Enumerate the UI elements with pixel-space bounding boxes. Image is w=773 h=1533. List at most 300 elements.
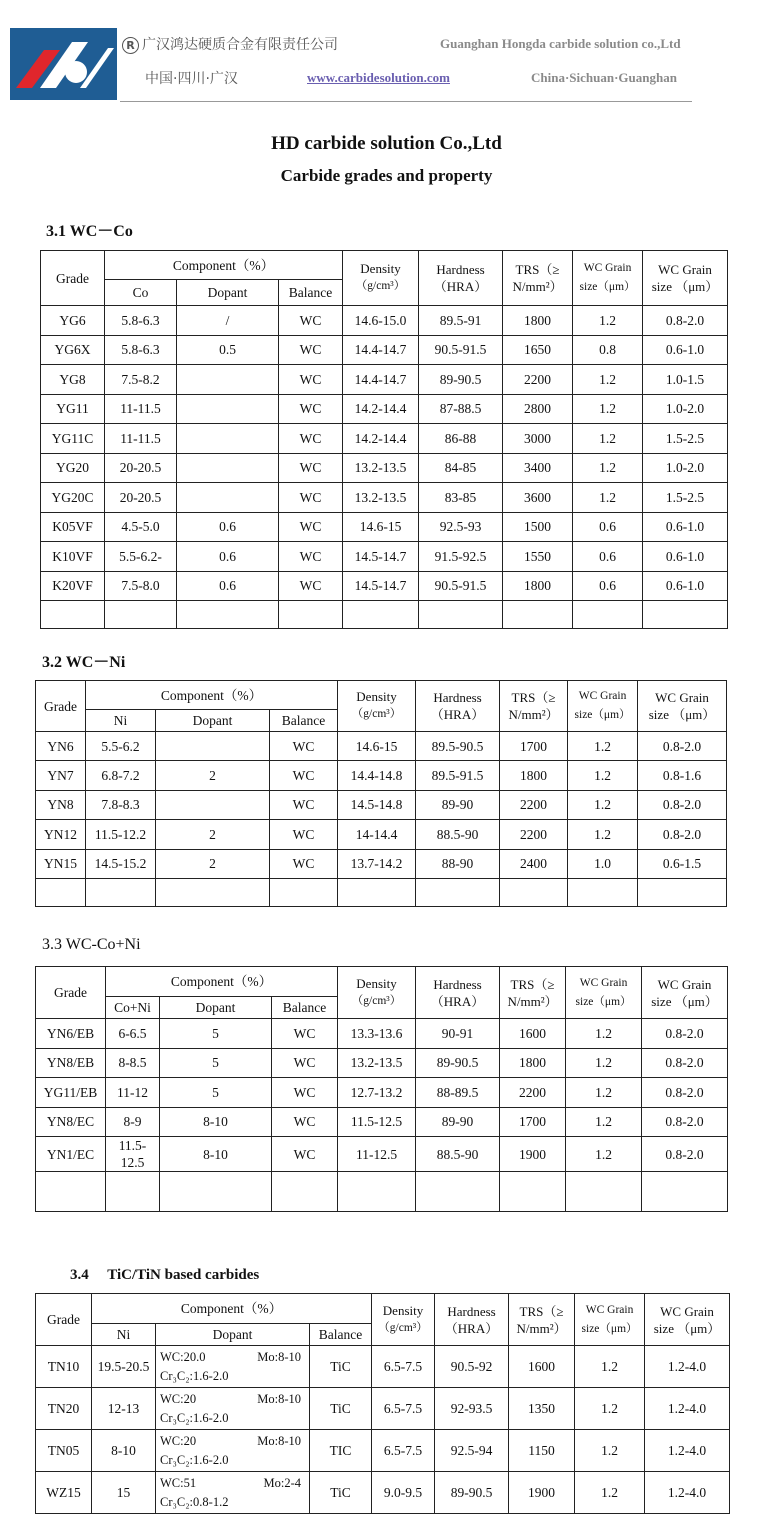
col-header-component: Component（%）	[86, 681, 338, 710]
cell-grain-size-b: 1.0-2.0	[643, 394, 728, 424]
cell-grain-size-a: 1.2	[573, 306, 643, 336]
cell-grade: YG11/EB	[36, 1078, 106, 1108]
cell-balance: WC	[270, 732, 338, 761]
empty-cell	[160, 1172, 272, 1212]
cell-trs: 1150	[509, 1430, 575, 1472]
col-header-wc-grain-a: WC Grain size（μm）	[566, 967, 642, 1019]
cell-dopant: 5	[160, 1019, 272, 1049]
website-link[interactable]: www.carbidesolution.com	[307, 70, 450, 85]
cell-grain-size-a: 1.2	[568, 761, 638, 790]
cell-grain-size-b: 1.0-2.0	[643, 453, 728, 483]
grades-table-wc-ni	[35, 680, 727, 907]
page-title: HD carbide solution Co.,Ltd	[271, 133, 502, 154]
table-row	[36, 1019, 728, 1049]
cell-grade: K20VF	[41, 571, 105, 601]
col-header-wc-grain-a: WC Grain size（μm）	[575, 1294, 645, 1346]
cell-dopant: /	[177, 306, 279, 336]
cell-grade: YN7	[36, 761, 86, 790]
cell-binder: 5.8-6.3	[105, 306, 177, 336]
cell-density: 6.5-7.5	[372, 1388, 435, 1430]
cell-grade: YG8	[41, 365, 105, 395]
col-header-grade: Grade	[36, 681, 86, 732]
cell-grain-size-b: 0.6-1.5	[638, 849, 727, 878]
cell-density: 14.5-14.8	[338, 790, 416, 819]
cell-binder: 11-12	[106, 1078, 160, 1108]
cell-trs: 1900	[509, 1472, 575, 1514]
cell-dopant	[156, 732, 270, 761]
cell-grain-size-a: 1.2	[568, 820, 638, 849]
cell-balance: WC	[279, 512, 343, 542]
table-body	[41, 306, 728, 629]
company-name-en: Guanghan Hongda carbide solution co.,Ltd	[440, 36, 681, 51]
cell-balance: WC	[279, 394, 343, 424]
col-header-binder: Co+Ni	[106, 997, 160, 1019]
cell-binder: 11-11.5	[105, 394, 177, 424]
col-header-binder: Ni	[86, 710, 156, 732]
cell-grade: YN12	[36, 820, 86, 849]
cell-density: 6.5-7.5	[372, 1430, 435, 1472]
cell-grain-size-a: 1.2	[568, 790, 638, 819]
cell-grain-size-a: 1.2	[573, 365, 643, 395]
cell-balance: WC	[272, 1048, 338, 1078]
cell-binder: 11.5-12.5	[106, 1137, 160, 1172]
cell-grain-size-a: 1.2	[575, 1430, 645, 1472]
cell-density: 12.7-13.2	[338, 1078, 416, 1108]
cell-balance: TiC	[310, 1472, 372, 1514]
logo-mark-icon	[10, 28, 117, 100]
cell-grain-size-a: 1.2	[573, 424, 643, 454]
cell-dopant	[177, 365, 279, 395]
cell-grain-size-a: 1.2	[566, 1107, 642, 1137]
table-row	[41, 542, 728, 572]
cell-balance: WC	[270, 761, 338, 790]
col-header-grade: Grade	[41, 251, 105, 306]
cell-trs: 2400	[500, 849, 568, 878]
section-title: 3.4 TiC/TiN based carbides	[70, 1267, 260, 1283]
dopant-cr: Cr₃C₂:0.8-1.2	[160, 1494, 229, 1509]
table-row	[36, 790, 727, 819]
cell-binder: 6-6.5	[106, 1019, 160, 1049]
cell-density: 14-14.4	[338, 820, 416, 849]
table-body	[36, 1346, 730, 1514]
cell-density: 14.6-15.0	[343, 306, 419, 336]
cell-dopant: 8-10	[160, 1137, 272, 1172]
cell-dopant	[177, 394, 279, 424]
cell-grain-size-a: 1.2	[566, 1019, 642, 1049]
col-header-grade: Grade	[36, 967, 106, 1019]
cell-dopant	[156, 790, 270, 819]
empty-cell	[419, 601, 503, 629]
cell-hardness: 88-89.5	[416, 1078, 500, 1108]
cell-trs: 1550	[503, 542, 573, 572]
cell-trs: 1800	[500, 761, 568, 790]
col-header-wc-grain-b: WC Grain size （μm）	[638, 681, 727, 732]
cell-density: 13.2-13.5	[338, 1048, 416, 1078]
cell-binder: 19.5-20.5	[92, 1346, 156, 1388]
cell-trs: 1800	[503, 306, 573, 336]
col-header-component: Component（%）	[105, 251, 343, 280]
cell-dopant: 0.6	[177, 571, 279, 601]
cell-binder: 12-13	[92, 1388, 156, 1430]
dopant-line	[160, 1348, 307, 1367]
empty-cell	[41, 601, 105, 629]
table-row	[36, 849, 727, 878]
empty-table-row	[36, 878, 727, 906]
cell-dopant: 5	[160, 1048, 272, 1078]
cell-grade: YG20C	[41, 483, 105, 513]
cell-grain-size-b: 0.8-2.0	[638, 732, 727, 761]
cell-binder: 5.8-6.3	[105, 335, 177, 365]
cell-grain-size-b: 0.8-2.0	[642, 1048, 728, 1078]
cell-density: 13.2-13.5	[343, 483, 419, 513]
cell-hardness: 89.5-90.5	[416, 732, 500, 761]
cell-binder: 7.5-8.2	[105, 365, 177, 395]
cell-hardness: 92.5-93	[419, 512, 503, 542]
cell-dopant	[156, 1346, 310, 1388]
cell-density: 6.5-7.5	[372, 1346, 435, 1388]
dopant-cr: Cr₃C₂:1.6-2.0	[160, 1368, 229, 1383]
empty-cell	[416, 1172, 500, 1212]
cell-binder: 20-20.5	[105, 483, 177, 513]
company-logo	[10, 28, 117, 100]
cell-density: 14.4-14.7	[343, 365, 419, 395]
cell-dopant: 0.6	[177, 512, 279, 542]
empty-cell	[338, 1172, 416, 1212]
col-header-wc-grain-b: WC Grain size （μm）	[643, 251, 728, 306]
cell-binder: 11.5-12.2	[86, 820, 156, 849]
cell-trs: 2200	[500, 790, 568, 819]
table-row	[41, 424, 728, 454]
col-header-balance: Balance	[272, 997, 338, 1019]
grades-table-wc-co	[40, 250, 728, 629]
empty-cell	[36, 878, 86, 906]
col-header-dopant: Dopant	[156, 710, 270, 732]
cell-balance: WC	[270, 790, 338, 819]
cell-grain-size-a: 1.2	[566, 1048, 642, 1078]
cell-binder: 8-10	[92, 1430, 156, 1472]
empty-table-row	[41, 601, 728, 629]
cell-hardness: 91.5-92.5	[419, 542, 503, 572]
empty-cell	[106, 1172, 160, 1212]
cell-grain-size-b: 0.6-1.0	[643, 571, 728, 601]
cell-grain-size-b: 0.8-2.0	[642, 1019, 728, 1049]
col-header-hardness: Hardness （HRA）	[416, 681, 500, 732]
cell-grain-size-b: 1.5-2.5	[643, 424, 728, 454]
cell-grade: YN6	[36, 732, 86, 761]
cell-hardness: 90.5-92	[435, 1346, 509, 1388]
cell-grain-size-b: 1.0-1.5	[643, 365, 728, 395]
cell-hardness: 89-90.5	[435, 1472, 509, 1514]
cell-trs: 3600	[503, 483, 573, 513]
cell-density: 13.7-14.2	[338, 849, 416, 878]
table-row	[36, 761, 727, 790]
cell-density: 11.5-12.5	[338, 1107, 416, 1137]
empty-cell	[272, 1172, 338, 1212]
cell-grain-size-a: 0.8	[573, 335, 643, 365]
cell-grade: YN8/EC	[36, 1107, 106, 1137]
empty-cell	[573, 601, 643, 629]
cell-grade: YN8/EB	[36, 1048, 106, 1078]
cell-grade: WZ15	[36, 1472, 92, 1514]
cell-trs: 2200	[503, 365, 573, 395]
cell-dopant: 2	[156, 820, 270, 849]
cell-grain-size-b: 1.2-4.0	[645, 1472, 730, 1514]
cell-grain-size-b: 0.6-1.0	[643, 512, 728, 542]
col-header-hardness: Hardness （HRA）	[435, 1294, 509, 1346]
page-subtitle: Carbide grades and property	[280, 166, 493, 185]
cell-binder: 8-9	[106, 1107, 160, 1137]
cell-balance: WC	[270, 820, 338, 849]
cell-grain-size-a: 1.2	[575, 1472, 645, 1514]
cell-grain-size-a: 1.2	[573, 394, 643, 424]
cell-grain-size-b: 1.2-4.0	[645, 1388, 730, 1430]
empty-cell	[105, 601, 177, 629]
location-en: China·Sichuan·Guanghan	[531, 70, 677, 85]
cell-grade: YG11C	[41, 424, 105, 454]
cell-grain-size-b: 0.8-2.0	[638, 820, 727, 849]
cell-hardness: 90-91	[416, 1019, 500, 1049]
col-header-grade: Grade	[36, 1294, 92, 1346]
cell-grain-size-a: 1.2	[566, 1078, 642, 1108]
cell-hardness: 89-90	[416, 1107, 500, 1137]
section-title: 3.3 WC-Co+Ni	[42, 936, 141, 953]
empty-cell	[638, 878, 727, 906]
dopant-mo: Mo:8-10	[257, 1433, 301, 1448]
company-name-cn	[122, 34, 338, 54]
cell-grade: YG20	[41, 453, 105, 483]
cell-trs: 1350	[509, 1388, 575, 1430]
table-row	[36, 1346, 730, 1388]
col-header-balance: Balance	[310, 1324, 372, 1346]
dopant-line	[160, 1474, 307, 1493]
table-row	[36, 1137, 728, 1172]
cell-binder: 8-8.5	[106, 1048, 160, 1078]
cell-grade: K10VF	[41, 542, 105, 572]
cell-balance: WC	[270, 849, 338, 878]
cell-dopant: 0.6	[177, 542, 279, 572]
cell-trs: 1700	[500, 1107, 566, 1137]
cell-balance: WC	[272, 1019, 338, 1049]
grades-table-wc-co-ni	[35, 966, 728, 1212]
cell-grain-size-a: 1.2	[568, 732, 638, 761]
cell-grade: YG11	[41, 394, 105, 424]
cell-trs: 1650	[503, 335, 573, 365]
cell-balance: WC	[279, 306, 343, 336]
col-header-component: Component（%）	[92, 1294, 372, 1324]
company-name-cn-text: 广汉鸿达硬质合金有限责任公司	[142, 37, 338, 53]
cell-balance: WC	[279, 365, 343, 395]
cell-balance: TiC	[310, 1346, 372, 1388]
cell-dopant: 0.5	[177, 335, 279, 365]
dopant-wc: WC:20.0	[160, 1349, 206, 1364]
col-header-binder: Co	[105, 280, 177, 306]
col-header-dopant: Dopant	[156, 1324, 310, 1346]
empty-cell	[177, 601, 279, 629]
empty-cell	[338, 878, 416, 906]
table-row	[41, 571, 728, 601]
cell-grain-size-b: 1.5-2.5	[643, 483, 728, 513]
table-row	[41, 483, 728, 513]
cell-grain-size-a: 1.2	[566, 1137, 642, 1172]
cell-dopant	[177, 453, 279, 483]
empty-cell	[643, 601, 728, 629]
table-row	[36, 732, 727, 761]
section-title: 3.2 WC－Ni	[42, 654, 126, 671]
cell-hardness: 89-90	[416, 790, 500, 819]
registered-mark-icon: R	[122, 37, 139, 54]
empty-cell	[568, 878, 638, 906]
dopant-mo: Mo:8-10	[257, 1349, 301, 1364]
col-header-trs: TRS（≥ N/mm²）	[500, 967, 566, 1019]
table-row	[41, 365, 728, 395]
cell-hardness: 90.5-91.5	[419, 335, 503, 365]
empty-cell	[503, 601, 573, 629]
col-header-hardness: Hardness （HRA）	[416, 967, 500, 1019]
dopant-cr: Cr₃C₂:1.6-2.0	[160, 1410, 229, 1425]
cell-binder: 14.5-15.2	[86, 849, 156, 878]
dopant-line	[160, 1432, 307, 1451]
cell-grade: TN20	[36, 1388, 92, 1430]
cell-grain-size-b: 1.2-4.0	[645, 1430, 730, 1472]
table-row	[41, 306, 728, 336]
cell-grain-size-a: 1.2	[573, 453, 643, 483]
empty-table-row	[36, 1172, 728, 1212]
cell-hardness: 87-88.5	[419, 394, 503, 424]
cell-trs: 3000	[503, 424, 573, 454]
empty-cell	[416, 878, 500, 906]
col-header-density: Density （g/cm³）	[338, 681, 416, 732]
cell-trs: 1800	[503, 571, 573, 601]
empty-cell	[343, 601, 419, 629]
cell-hardness: 84-85	[419, 453, 503, 483]
table-body	[36, 1019, 728, 1212]
col-header-hardness: Hardness （HRA）	[419, 251, 503, 306]
col-header-trs: TRS（≥ N/mm²）	[500, 681, 568, 732]
col-header-component: Component（%）	[106, 967, 338, 997]
cell-hardness: 92-93.5	[435, 1388, 509, 1430]
col-header-density: Density （g/cm³）	[338, 967, 416, 1019]
cell-grain-size-b: 0.8-2.0	[642, 1107, 728, 1137]
cell-grain-size-a: 0.6	[573, 512, 643, 542]
cell-balance: WC	[272, 1078, 338, 1108]
cell-dopant: 2	[156, 761, 270, 790]
table-row	[36, 1048, 728, 1078]
cell-grain-size-a: 1.0	[568, 849, 638, 878]
col-header-wc-grain-b: WC Grain size （μm）	[645, 1294, 730, 1346]
cell-dopant: 8-10	[160, 1107, 272, 1137]
table-row	[41, 335, 728, 365]
empty-cell	[500, 1172, 566, 1212]
cell-hardness: 89-90.5	[416, 1048, 500, 1078]
cell-grain-size-a: 1.2	[575, 1388, 645, 1430]
dopant-wc: WC:51	[160, 1475, 197, 1490]
cell-trs: 1500	[503, 512, 573, 542]
cell-grain-size-b: 1.2-4.0	[645, 1346, 730, 1388]
cell-dopant	[156, 1388, 310, 1430]
cell-dopant: 5	[160, 1078, 272, 1108]
cell-balance: WC	[272, 1137, 338, 1172]
location-cn: 中国·四川·广汉	[145, 71, 238, 87]
cell-density: 14.4-14.7	[343, 335, 419, 365]
dopant-mo: Mo:8-10	[257, 1391, 301, 1406]
empty-cell	[500, 878, 568, 906]
dopant-mo: Mo:2-4	[263, 1475, 301, 1490]
col-header-dopant: Dopant	[177, 280, 279, 306]
cell-grade: TN05	[36, 1430, 92, 1472]
col-header-trs: TRS（≥ N/mm²）	[503, 251, 573, 306]
empty-cell	[36, 1172, 106, 1212]
cell-hardness: 92.5-94	[435, 1430, 509, 1472]
cell-dopant	[177, 424, 279, 454]
cell-binder: 5.5-6.2-	[105, 542, 177, 572]
cell-grade: YG6	[41, 306, 105, 336]
cell-grain-size-a: 0.6	[573, 571, 643, 601]
cell-balance: WC	[279, 453, 343, 483]
col-header-balance: Balance	[279, 280, 343, 306]
cell-trs: 1900	[500, 1137, 566, 1172]
cell-density: 11-12.5	[338, 1137, 416, 1172]
cell-balance: WC	[279, 424, 343, 454]
cell-grade: TN10	[36, 1346, 92, 1388]
cell-binder: 6.8-7.2	[86, 761, 156, 790]
cell-trs: 1600	[500, 1019, 566, 1049]
col-header-wc-grain-a: WC Grain size（μm）	[573, 251, 643, 306]
dopant-line	[160, 1390, 307, 1409]
table-row	[41, 453, 728, 483]
cell-hardness: 89.5-91.5	[416, 761, 500, 790]
table-row	[36, 1430, 730, 1472]
empty-cell	[156, 878, 270, 906]
cell-density: 13.2-13.5	[343, 453, 419, 483]
col-header-density: Density （g/cm³）	[343, 251, 419, 306]
empty-cell	[279, 601, 343, 629]
col-header-binder: Ni	[92, 1324, 156, 1346]
cell-grade: YN1/EC	[36, 1137, 106, 1172]
cell-binder: 15	[92, 1472, 156, 1514]
cell-trs: 1800	[500, 1048, 566, 1078]
col-header-density: Density （g/cm³）	[372, 1294, 435, 1346]
dopant-wc: WC:20	[160, 1433, 197, 1448]
cell-grain-size-b: 0.8-2.0	[642, 1137, 728, 1172]
cell-grade: YN8	[36, 790, 86, 819]
empty-cell	[566, 1172, 642, 1212]
cell-density: 9.0-9.5	[372, 1472, 435, 1514]
col-header-balance: Balance	[270, 710, 338, 732]
cell-grain-size-b: 0.8-2.0	[638, 790, 727, 819]
cell-dopant	[156, 1430, 310, 1472]
cell-grain-size-b: 0.8-2.0	[642, 1078, 728, 1108]
header-divider	[120, 101, 692, 102]
cell-balance: TiC	[310, 1388, 372, 1430]
cell-balance: WC	[279, 483, 343, 513]
cell-trs: 3400	[503, 453, 573, 483]
table-row	[36, 820, 727, 849]
col-header-wc-grain-a: WC Grain size（μm）	[568, 681, 638, 732]
cell-hardness: 86-88	[419, 424, 503, 454]
cell-dopant	[156, 1472, 310, 1514]
cell-hardness: 90.5-91.5	[419, 571, 503, 601]
cell-trs: 2800	[503, 394, 573, 424]
cell-hardness: 88.5-90	[416, 820, 500, 849]
cell-trs: 2200	[500, 1078, 566, 1108]
dopant-wc: WC:20	[160, 1391, 197, 1406]
cell-grade: YG6X	[41, 335, 105, 365]
cell-grain-size-a: 1.2	[575, 1346, 645, 1388]
cell-binder: 7.8-8.3	[86, 790, 156, 819]
cell-binder: 7.5-8.0	[105, 571, 177, 601]
cell-grain-size-a: 1.2	[573, 483, 643, 513]
table-row	[36, 1107, 728, 1137]
